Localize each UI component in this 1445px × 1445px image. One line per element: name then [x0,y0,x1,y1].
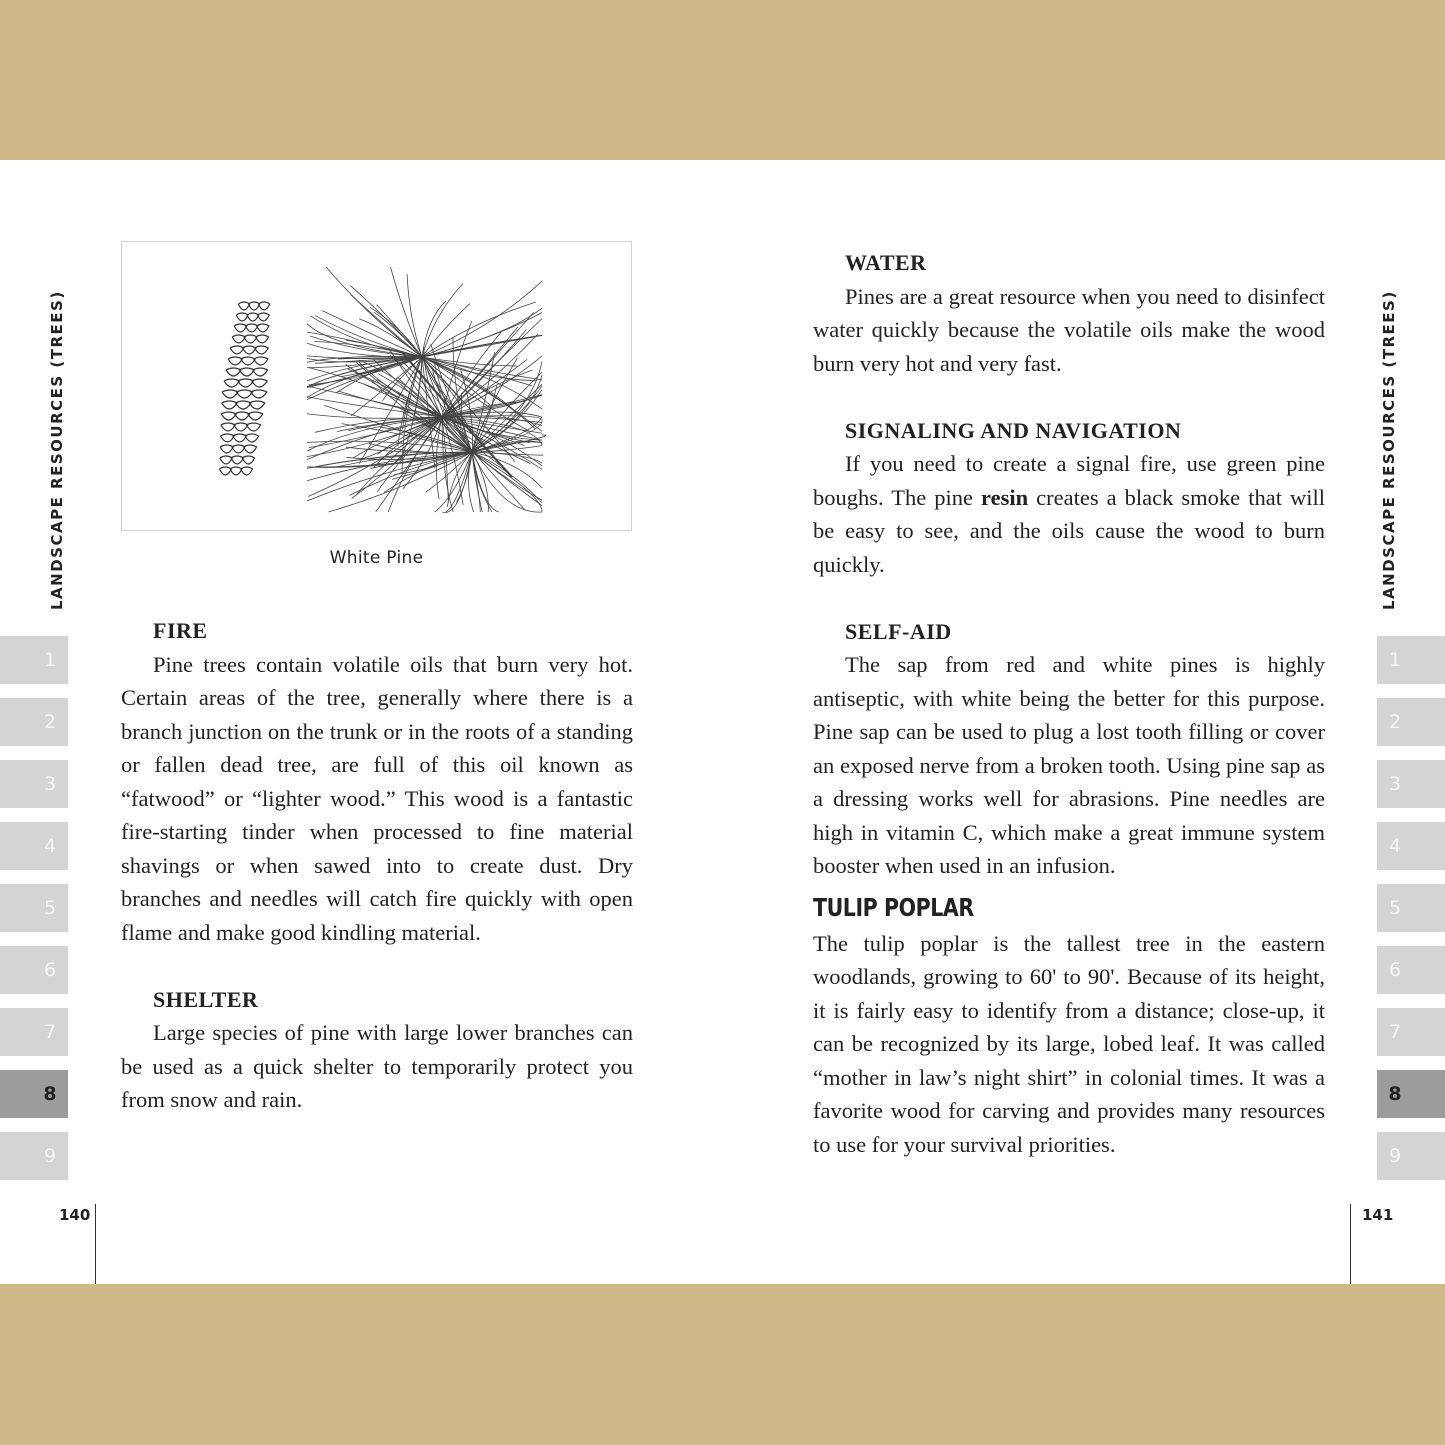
chapter-tab-left-6[interactable]: 6 [0,946,68,994]
right-page-text [813,246,1325,1161]
chapter-tab-right-1[interactable]: 1 [1377,636,1445,684]
section-heading-tulip-poplar: TULIP POPLAR [813,892,974,922]
section-text-tulip-poplar: The tulip poplar is the tallest tree in the eastern woodlands, growing to 60' to 90'. Because of its height, it is fairly easy to identify from a distance; close-up, it can be recognized by its large, lobed leaf. It was called “mother in law’s night shirt” in colonial times. It was a favorite wood for carving and provides many resources to use for your survival priorities. [813,930,1325,1157]
chapter-tab-left-4[interactable]: 4 [0,822,68,870]
page-number-left: 140 [59,1206,91,1224]
section-text-signaling [813,447,1325,581]
page-rule-right [1350,1204,1351,1284]
chapter-tab-left-9[interactable]: 9 [0,1132,68,1180]
left-page-text [121,614,633,1117]
page-number-right: 141 [1362,1206,1394,1224]
section-heading-shelter: SHELTER [153,986,259,1012]
section-text-fire: Pine trees contain volatile oils that burn very hot. Certain areas of the tree, generally where there is a branch junction on the trunk or in the roots of a standing or fallen dead tree, are full of this oil known as “fatwood” or “lighter wood.” This wood is a fantastic fire-starting tinder when processed to fine material shavings or when sawed into to create dust. Dry branches and needles will catch fire quickly with open flame and make good kindling material. [121,651,633,945]
running-title-right: LANDSCAPE RESOURCES (TREES) [1380,290,1398,610]
section-heading-fire: FIRE [153,618,208,643]
running-title-left: LANDSCAPE RESOURCES (TREES) [48,290,66,610]
chapter-tab-right-7[interactable]: 7 [1377,1008,1445,1056]
page-rule-left [95,1204,96,1284]
signaling-text-after: creates a black smoke that will be easy to see, and the oils cause the wood to burn quickly. [813,484,1325,577]
section-heading-water: WATER [845,250,927,275]
section-heading-self-aid: SELF-AID [845,618,952,644]
signaling-text-before: If you need to create a signal fire, use green pine boughs. The pine [813,451,1325,510]
white-pine-figure [121,241,632,531]
section-heading-signaling: SIGNALING AND NAVIGATION [845,417,1182,443]
chapter-tab-left-3[interactable]: 3 [0,760,68,808]
chapter-tab-left-8[interactable]: 8 [0,1070,68,1118]
chapter-tab-right-2[interactable]: 2 [1377,698,1445,746]
section-text-shelter: Large species of pine with large lower branches can be used as a quick shelter to temporarily protect you from snow and rain. [121,1020,633,1112]
white-pine-illustration [122,242,631,530]
chapter-tab-left-2[interactable]: 2 [0,698,68,746]
section-text-water: Pines are a great resource when you need to disinfect water quickly because the volatile oils make the wood burn very hot and very fast. [813,283,1325,376]
chapter-tab-right-3[interactable]: 3 [1377,760,1445,808]
top-band [0,0,1445,160]
bottom-band [0,1284,1445,1445]
chapter-tab-left-7[interactable]: 7 [0,1008,68,1056]
chapter-tab-left-5[interactable]: 5 [0,884,68,932]
chapter-tab-right-6[interactable]: 6 [1377,946,1445,994]
chapter-tab-right-4[interactable]: 4 [1377,822,1445,870]
chapter-tab-right-8[interactable]: 8 [1377,1070,1445,1118]
figure-caption: White Pine [329,548,424,568]
chapter-tab-left-1[interactable]: 1 [0,636,68,684]
signaling-bold-word: resin [981,484,1029,510]
section-text-self-aid: The sap from red and white pines is highly antiseptic, with white being the better for this purpose. Pine sap can be used to plug a lost tooth filling or cover an exposed nerve from a broken tooth. Using pine sap as a dressing works well for abrasions. Pine needles are high in vitamin C, which make a great immune system booster when used in an infusion. [813,652,1325,878]
chapter-tab-right-5[interactable]: 5 [1377,884,1445,932]
chapter-tab-right-9[interactable]: 9 [1377,1132,1445,1180]
